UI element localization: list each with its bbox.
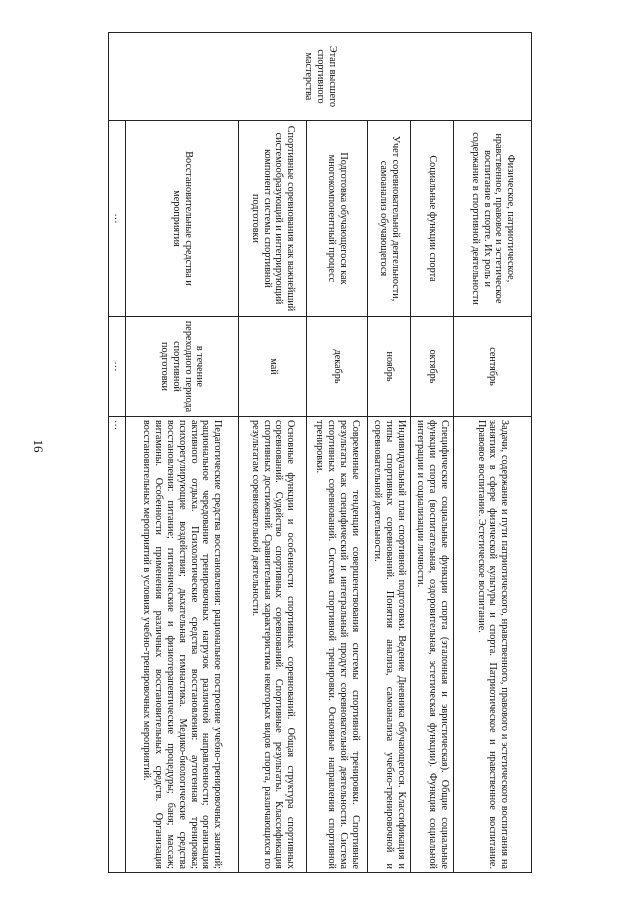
table-row: [307, 33, 368, 873]
content-cell: Основные функции и особенности спортивных соревнований. Общая структура спортивных соревнований. Судейство спортивных соревнований. Спортивные результаты. Классификация спортивных достижений. Сравнительная характеристика некоторых видов спорта, различающихся по результатам соревновательной деятельности.: [239, 417, 307, 873]
period-cell: ноябрь: [368, 317, 411, 417]
period-cell: сентябрь: [454, 317, 532, 417]
period-cell: в течение переходного периода спортивной подготовки: [125, 317, 239, 417]
theme-cell: Подготовка обучающегося как многокомпонентный процесс: [307, 121, 368, 317]
table-row: [368, 33, 411, 873]
theme-cell: Спортивные соревнования как важнейший системообразующий и интегрирующий компонент системы спортивной подготовки: [239, 121, 307, 317]
content-cell: Индивидуальный план спортивной подготовки. Ведение Дневника обучающегося. Классификация и типы спортивных соревнований. Понятия анализа, самоанализа учебно-тренировочной и соревновательной деятельности.: [368, 417, 411, 873]
content-cell: Педагогические средства восстановления: рациональное построение учебно-тренировочных занятий; рациональное чередование тренировочных нагрузок различной направленности; организация активного отдыха. Психологические средства восстановления: аутогенная тренировка; психорегулирующие воздействия; дыхательная гимнастика. Медико-биологические средства восстановления: питание; гигиенические и физиотерапевтические процедуры; баня; массаж; витамины. Особенности применения различных восстановительных средств. Организация восстановительных мероприятий в условиях учебно-тренировочных мероприятий.: [125, 417, 239, 873]
program-table: [108, 32, 532, 873]
table-row: [454, 33, 532, 873]
content-cell: Задачи, содержание и пути патриотического, нравственного, правового и эстетического воспитания на занятиях в сфере физической культуры и спорта. Патриотическое и нравственное воспитание. Правовое воспитание. Эстетическое воспитание.: [454, 417, 532, 873]
table-row: [411, 33, 454, 873]
page-number: 16: [31, 439, 46, 453]
period-cell: …: [109, 317, 126, 417]
table-row: [125, 33, 239, 873]
period-cell: октябрь: [411, 317, 454, 417]
theme-cell: Учет соревновательной деятельности, самоанализ обучающегося: [368, 121, 411, 317]
theme-cell: …: [109, 121, 126, 317]
period-cell: май: [239, 317, 307, 417]
table-row: [239, 33, 307, 873]
table-row: [109, 33, 126, 873]
content-cell: Специфические социальные функции спорта (эталонная и эвристическая). Общие социальные функции спорта (воспитательная, оздоровительная, эстетическая функции). Функция социальной интеграции и социализации личности.: [411, 417, 454, 873]
content-cell: Современные тенденции совершенствования системы спортивной тренировки. Спортивные результаты как специфический и интегральный продукт соревновательной деятельности. Система спортивных соревнований. Система спортивной тренировки. Основные направления спортивной тренировки.: [307, 417, 368, 873]
theme-cell: Социальные функции спорта: [411, 121, 454, 317]
period-cell: декабрь: [307, 317, 368, 417]
theme-cell: Физическое, патриотическое, нравственное, правовое и эстетическое воспитание в спорте. Их роль и содержание в спортивной деятельности: [454, 121, 532, 317]
stage-cell: Этап высшего спортивного мастерства: [109, 33, 532, 121]
theme-cell: Восстановительные средства и мероприятия: [125, 121, 239, 317]
content-cell: …: [109, 417, 126, 873]
rotated-table-container: [108, 32, 532, 872]
